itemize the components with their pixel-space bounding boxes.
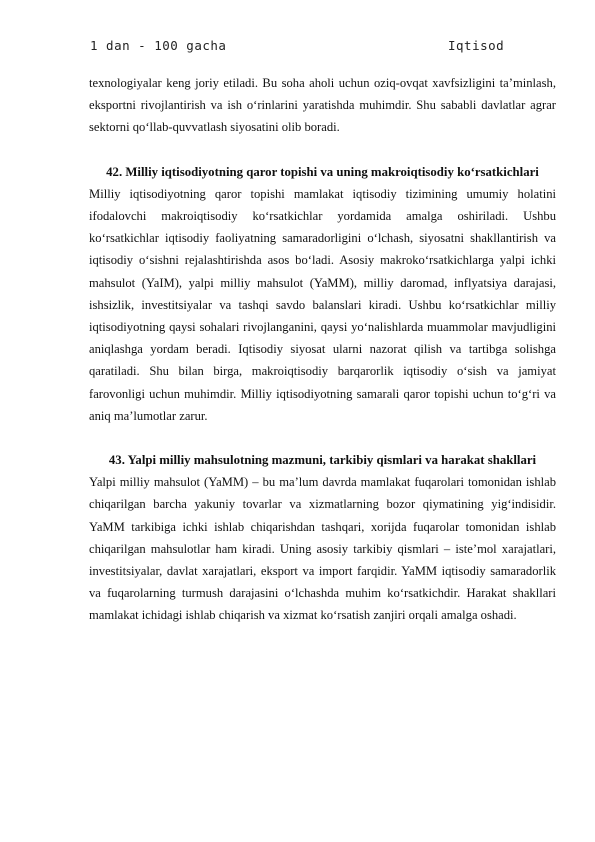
section-43-title: 43. Yalpi milliy mahsulotning mazmuni, tarkibiy qismlari va harakat shakllari: [108, 453, 537, 468]
section-42-body: Milliy iqtisodiyotning qaror topishi mamlakat iqtisodiy tizimining umumiy holatini ifodalovchi makroiqtisodiy ko‘rsatkichlar yordamida amalga oshiriladi. Ushbu ko‘rsatkichlar iqtisodiy faoliyatning samaradorligini o‘lchash, siyosatni shakllantirish va iqtisodiy o‘sishni rejalashtirishda asos bo‘ladi. Asosiy makroko‘rsatkichlarga yalpi ichki mahsulot (YaIM), yalpi milliy mahsulot (YaMM), milliy daromad, inflyatsiya darajasi, ishsizlik, investitsiyalar va tashqi savdo balanslari kiradi. Ushbu ko‘rsatkichlar milliy iqtisodiyotning qaysi sohalari rivojlanganini, qaysi yo‘nalishlarda muammolar mavjudligini aniqlashga yordam beradi. Iqtisodiy siyosat ularni nazorat qilish va tartibga solishga qaratiladi. Shu bilan birga, makroiqtisodiy barqarorlik iqtisodiy o‘sish va jamiyat farovonligi uchun muhimdir. Milliy iqtisodiyotning samarali qaror topishi uchun to‘g‘ri va aniq ma’lumotlar zarur.: [89, 186, 556, 423]
section-43-body: Yalpi milliy mahsulot (YaMM) – bu ma’lum davrda mamlakat fuqarolari tomonidan ishlab chiqarilgan barcha yakuniy tovarlar va xizmatlarning bozor qiymatining yig‘indisidir. YaMM tarkibiga ichki ishlab chiqarishdan tashqari, xorijda fuqarolar tomonidan ishlab chiqarilgan mahsulotlar ham kiradi. Uning asosiy tarkibiy qismlari – iste’mol xarajatlari, investitsiyalar, davlat xarajatlari, eksport va import farqidir. YaMM iqtisodiy samaradorlik va fuqarolarning turmush darajasini o‘lchashda muhim ko‘rsatkichdir. Harakat shakllari mamlakat ichidagi ishlab chiqarish va xizmat ko‘rsatish zanjiri orqali amalga oshadi.: [89, 475, 556, 623]
header-range: 1 dan - 100 gacha: [90, 38, 227, 53]
section-42-title: 42. Milliy iqtisodiyotning qaror topishi va uning makroiqtisodiy ko‘rsatkichlari: [106, 164, 539, 179]
page-header: [90, 38, 510, 58]
intro-paragraph: texnologiyalar keng joriy etiladi. Bu soha aholi uchun oziq-ovqat xavfsizligini ta’minlash, eksportni rivojlantirish va ish o‘rinlarini yaratishda muhimdir. Shu sababli davlatlar agrar sektorni qo‘llab-quvvatlash siyosatini olib boradi.: [89, 76, 556, 135]
document-body: [89, 72, 556, 627]
header-subject: Iqtisod: [448, 38, 505, 53]
